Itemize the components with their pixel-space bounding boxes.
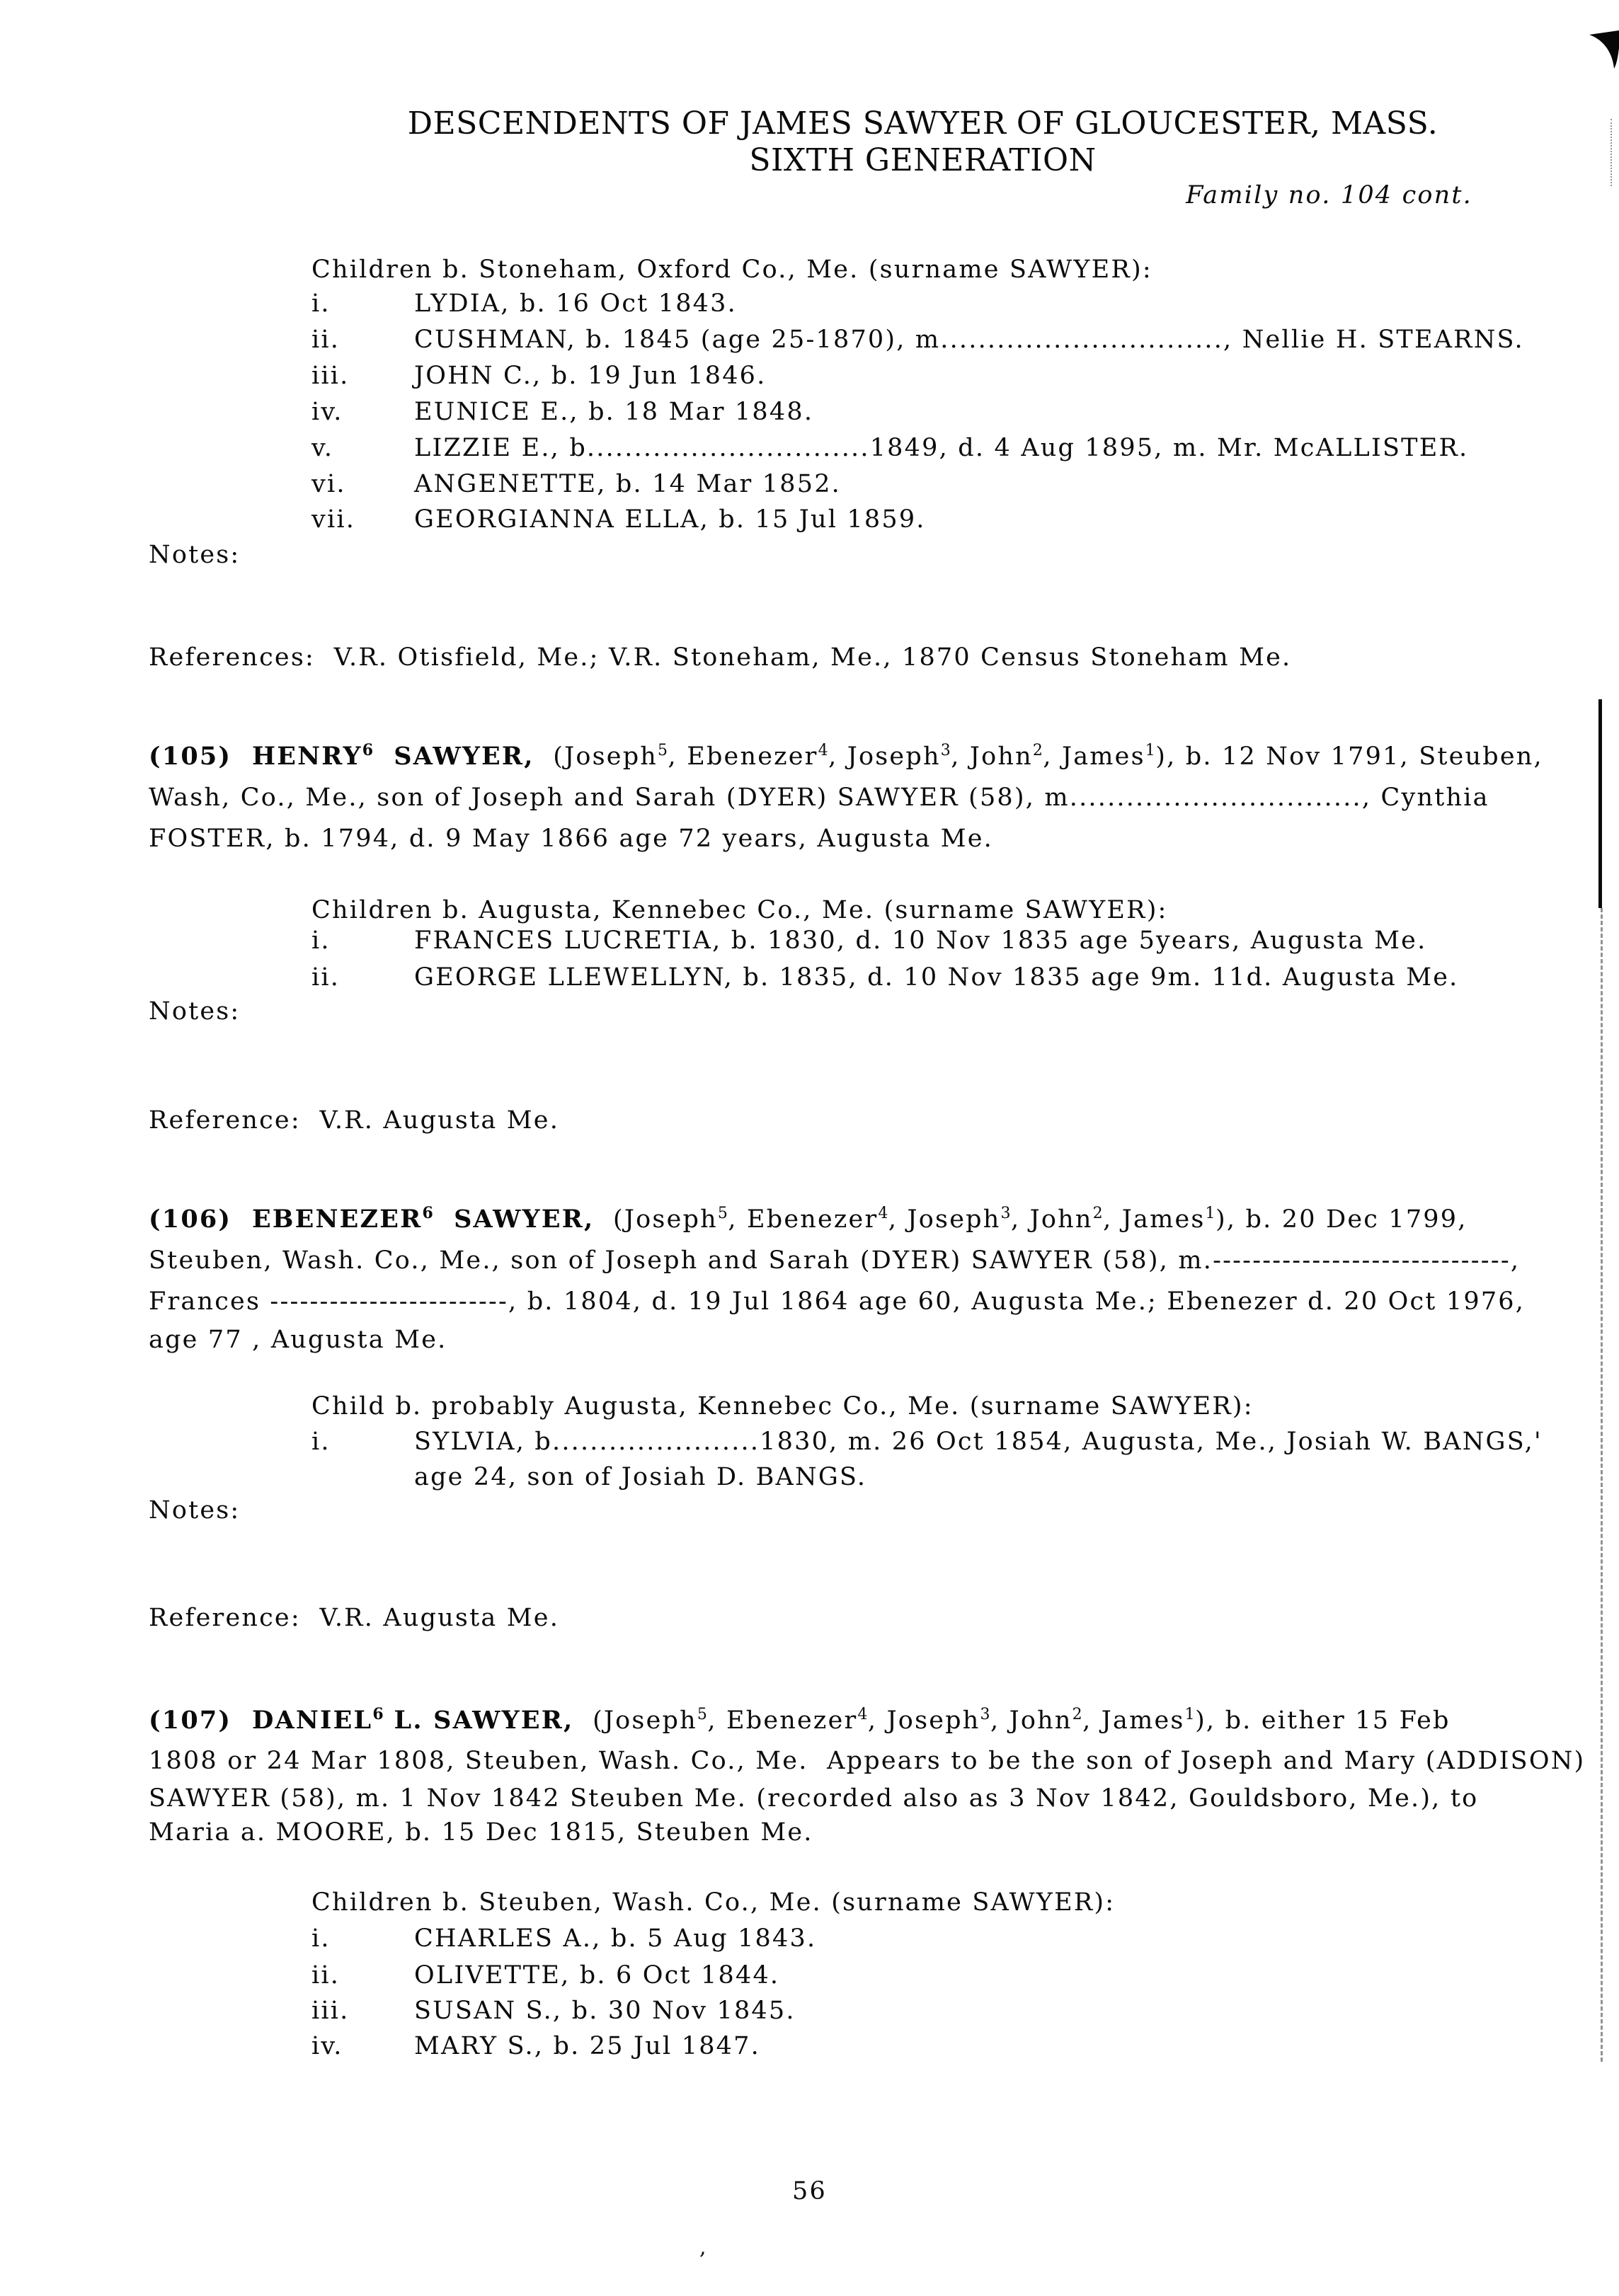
notes-label-105: Notes: [149,997,241,1026]
child-numeral: i. [311,289,331,318]
child-text: GEORGIANNA ELLA, b. 15 Jul 1859. [414,505,926,534]
scan-edge-artifact [1611,119,1612,186]
page-title: DESCENDENTS OF JAMES SAWYER OF GLOUCESTER, MASS. [407,105,1438,142]
child-numeral: vi. [311,470,346,498]
notes-label-106: Notes: [149,1496,241,1525]
child-text: EUNICE E., b. 18 Mar 1848. [414,398,814,426]
scan-edge-artifact [1598,699,1602,908]
family-continuation-note: Family no. 104 cont. [1186,181,1472,209]
child-entry [311,965,1459,991]
child-entry [311,399,813,425]
child-text: SYLVIA, b......................1830, m. 26 Oct 1854, Augusta, Me., Josiah W. BANGS,' [414,1428,1543,1456]
children-heading-105: Children b. Augusta, Kennebec Co., Me. (surname SAWYER): [311,896,1168,924]
child-text: CHARLES A., b. 5 Aug 1843. [414,1924,817,1953]
reference-line-105: Reference: V.R. Augusta Me. [149,1106,560,1135]
child-entry [311,435,1468,461]
family-entry-106-line1: (106) EBENEZER$^6$ SAWYER, (Joseph$^5$, Ebenezer$^4$, Joseph$^3$, John$^2$, James$^1$), b. 20 Dec 1799, [149,1204,1468,1234]
child-numeral: i. [311,926,331,955]
family-entry-107-line3: SAWYER (58), m. 1 Nov 1842 Steuben Me. (recorded also as 3 Nov 1842, Gouldsboro, Me.), to [149,1784,1479,1813]
child-numeral: i. [311,1924,331,1953]
child-entry [311,327,1524,353]
page-corner-fold-mark [1589,30,1619,69]
child-text: CUSHMAN, b. 1845 (age 25-1870), m.............................., Nellie H. STEARNS. [414,326,1524,354]
references-line-104: References: V.R. Otisfield, Me.; V.R. Stoneham, Me., 1870 Census Stoneham Me. [149,643,1292,672]
child-text: JOHN C., b. 19 Jun 1846. [414,362,767,390]
child-entry [311,928,1426,954]
family-entry-107-line2: 1808 or 24 Mar 1808, Steuben, Wash. Co., Me. Appears to be the son of Joseph and Mary (ADDISON) [149,1747,1586,1775]
child-entry-continuation: age 24, son of Josiah D. BANGS. [414,1463,867,1491]
family-entry-105-line2: Wash, Co., Me., son of Joseph and Sarah (DYER) SAWYER (58), m..............................., Cynthia [149,783,1489,812]
child-text: SUSAN S., b. 30 Nov 1845. [414,1997,796,2025]
child-text: LYDIA, b. 16 Oct 1843. [414,289,737,318]
child-entry [311,1998,796,2024]
child-entry [311,363,766,389]
family-entry-106-line4: age 77 , Augusta Me. [149,1326,447,1354]
family-entry-105-line1: (105) HENRY$^6$ SAWYER, (Joseph$^5$, Ebenezer$^4$, Joseph$^3$, John$^2$, James$^1$), b. 12 Nov 1791, Steuben, [149,741,1543,771]
child-entry [311,1963,779,1989]
child-numeral: iii. [311,1997,350,2025]
child-text: ANGENETTE, b. 14 Mar 1852. [414,470,841,498]
child-numeral: vii. [311,505,356,534]
child-numeral: i. [311,1428,331,1456]
family-entry-105-line3: FOSTER, b. 1794, d. 9 May 1866 age 72 years, Augusta Me. [149,825,994,853]
family-entry-106-line2: Steuben, Wash. Co., Me., son of Joseph and Sarah (DYER) SAWYER (58), m.------------------------------, [149,1246,1521,1275]
child-entry [311,507,926,533]
reference-line-106: Reference: V.R. Augusta Me. [149,1604,560,1632]
family-entry-107-line4: Maria a. MOORE, b. 15 Dec 1815, Steuben Me. [149,1818,813,1847]
page-number: 56 [792,2177,827,2205]
child-entry [311,1429,1543,1455]
page-subtitle: SIXTH GENERATION [749,142,1097,178]
child-entry [311,291,737,317]
family-entry-106-line3: Frances ------------------------, b. 1804, d. 19 Jul 1864 age 60, Augusta Me.; Ebenezer d. 20 Oct 1976, [149,1287,1526,1316]
stray-scan-mark: , [699,2235,706,2260]
child-entry [311,471,841,498]
notes-label-104: Notes: [149,541,241,569]
child-numeral: iv. [311,2032,343,2060]
child-numeral: iii. [311,362,350,390]
child-text: FRANCES LUCRETIA, b. 1830, d. 10 Nov 1835 age 5years, Augusta Me. [414,926,1427,955]
child-numeral: iv. [311,398,343,426]
child-text: OLIVETTE, b. 6 Oct 1844. [414,1961,780,1990]
child-numeral: ii. [311,326,341,354]
family-entry-107-line1: (107) DANIEL$^6$ L. SAWYER, (Joseph$^5$, Ebenezer$^4$, Joseph$^3$, John$^2$, James$^1$), b. either 15 Feb [149,1705,1451,1735]
child-text: GEORGE LLEWELLYN, b. 1835, d. 10 Nov 1835 age 9m. 11d. Augusta Me. [414,963,1459,992]
children-heading-107: Children b. Steuben, Wash. Co., Me. (surname SAWYER): [311,1888,1116,1917]
child-numeral: ii. [311,963,341,992]
child-numeral: ii. [311,1961,341,1990]
child-numeral: v. [311,434,334,462]
scan-edge-artifact [1601,908,1603,2062]
children-heading-104: Children b. Stoneham, Oxford Co., Me. (surname SAWYER): [311,256,1152,284]
child-entry [311,1926,816,1952]
child-text: LIZZIE E., b..............................1849, d. 4 Aug 1895, m. Mr. McALLISTER. [414,434,1469,462]
child-text: MARY S., b. 25 Jul 1847. [414,2032,760,2060]
child-entry [311,2033,760,2060]
children-heading-106: Child b. probably Augusta, Kennebec Co., Me. (surname SAWYER): [311,1392,1254,1420]
